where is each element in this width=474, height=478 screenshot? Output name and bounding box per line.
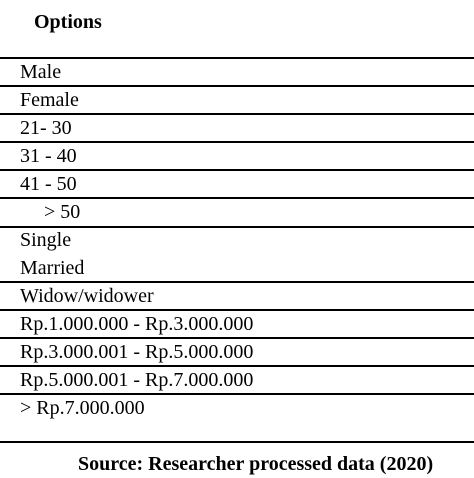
table-row-status-single: Single [20, 229, 72, 251]
table-row-income-2: Rp.3.000.001 - Rp.5.000.000 [20, 341, 254, 363]
table-rule-top [0, 57, 474, 59]
table-row-gender-male: Male [20, 61, 62, 83]
table-row-income-1: Rp.1.000.000 - Rp.3.000.000 [20, 313, 254, 335]
table-row-age-31-40: 31 - 40 [20, 145, 77, 167]
source-note: Source: Researcher processed data (2020) [78, 453, 434, 475]
table-rule-bottom [0, 441, 474, 443]
table-row-gender-female: Female [20, 89, 79, 111]
table-row-income-4: > Rp.7.000.000 [20, 397, 145, 419]
table-row-age-41-50: 41 - 50 [20, 173, 77, 195]
table-row-status-widow: Widow/widower [20, 285, 154, 307]
column-header-options: Options [34, 11, 102, 33]
table-row-income-3: Rp.5.000.001 - Rp.7.000.000 [20, 369, 254, 391]
table-row-age-over-50: > 50 [44, 201, 81, 223]
table-row-age-21-30: 21- 30 [20, 117, 72, 139]
table-row-status-married: Married [20, 257, 85, 279]
